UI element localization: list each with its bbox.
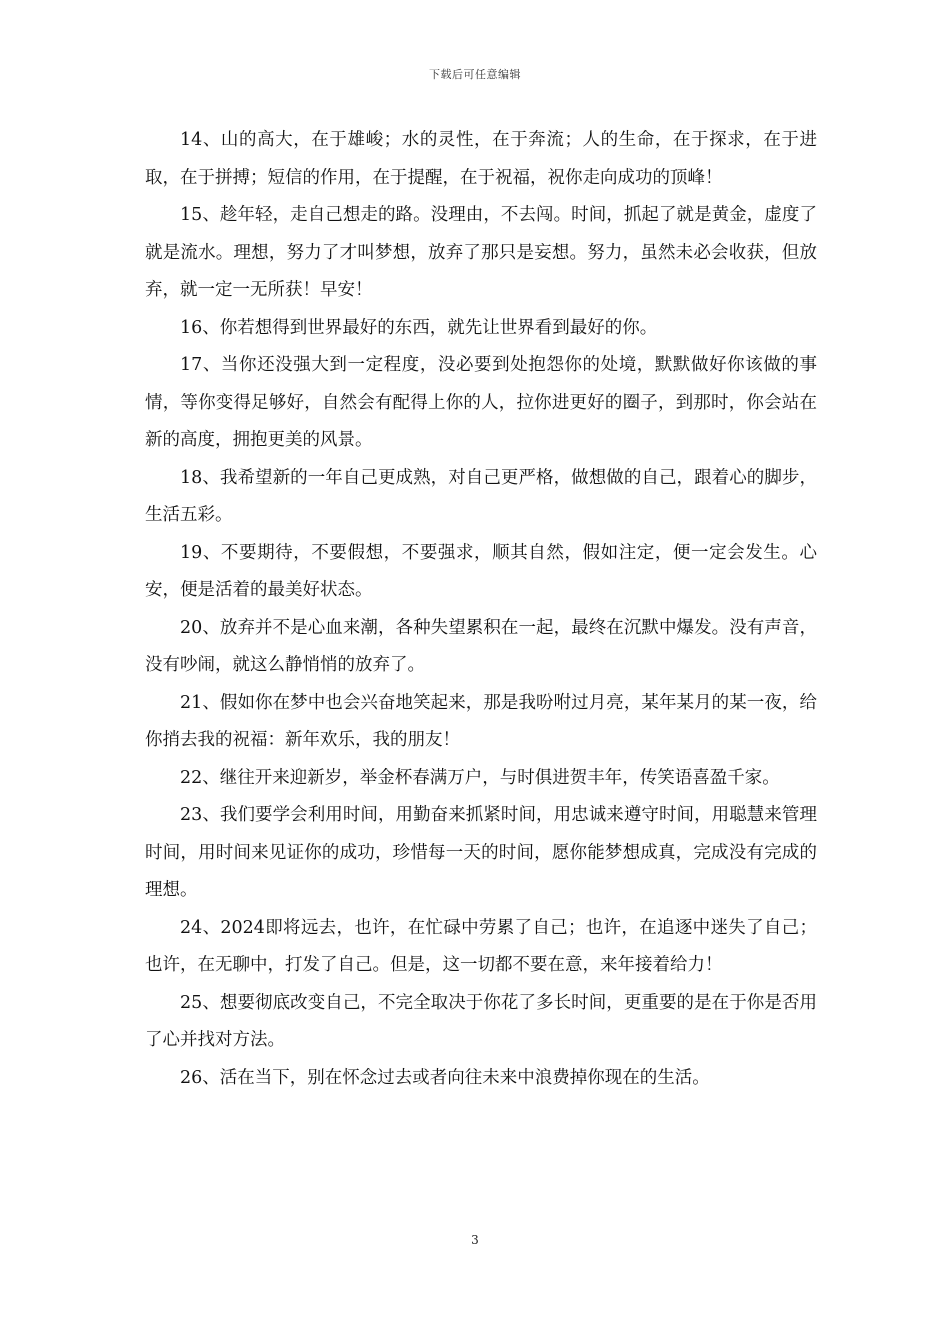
paragraph-26: 26、活在当下，别在怀念过去或者向往未来中浪费掉你现在的生活。 — [180, 1067, 710, 1088]
paragraph-16: 16、你若想得到世界最好的东西，就先让世界看到最好的你。 — [180, 317, 658, 338]
paragraph-22: 22、继往开来迎新岁，举金杯春满万户，与时俱进贺丰年，传笑语喜盈千家。 — [180, 767, 780, 788]
paragraph-21: 21、假如你在梦中也会兴奋地笑起来，那是我吩咐过月亮，某年某月的某一夜，给你捎去我的祝福：新年欢乐，我的朋友！ — [145, 692, 817, 750]
paragraph-25: 25、想要彻底改变自己，不完全取决于你花了多长时间，更重要的是在于你是否用了心并找对方法。 — [145, 992, 817, 1050]
paragraph-24: 24、2024即将远去，也许，在忙碌中劳累了自己；也许，在追逐中迷失了自己；也许，在无聊中，打发了自己。但是，这一切都不要在意，来年接着给力！ — [145, 917, 817, 975]
paragraph-18: 18、我希望新的一年自己更成熟，对自己更严格，做想做的自己，跟着心的脚步，生活五彩。 — [145, 467, 817, 525]
paragraph-17: 17、当你还没强大到一定程度，没必要到处抱怨你的处境，默默做好你该做的事情，等你变得足够好，自然会有配得上你的人，拉你进更好的圈子，到那时，你会站在新的高度，拥抱更美的风景。 — [145, 355, 817, 450]
paragraph-20: 20、放弃并不是心血来潮，各种失望累积在一起，最终在沉默中爆发。没有声音，没有吵闹，就这么静悄悄的放弃了。 — [145, 617, 817, 675]
paragraph-19: 19、不要期待，不要假想，不要强求，顺其自然，假如注定，便一定会发生。心安，便是活着的最美好状态。 — [145, 542, 817, 600]
page-header: 下载后可任意编辑 — [429, 68, 521, 81]
paragraph-14: 14、山的高大，在于雄峻；水的灵性，在于奔流；人的生命，在于探求，在于进取，在于拼搏；短信的作用，在于提醒，在于祝福，祝你走向成功的顶峰！ — [145, 130, 817, 188]
page-number: 3 — [471, 1233, 479, 1247]
document-body — [145, 122, 817, 1097]
paragraph-23: 23、我们要学会利用时间，用勤奋来抓紧时间，用忠诚来遵守时间，用聪慧来管理时间，用时间来见证你的成功，珍惜每一天的时间，愿你能梦想成真，完成没有完成的理想。 — [145, 805, 817, 900]
paragraph-15: 15、趁年轻，走自己想走的路。没理由，不去闯。时间，抓起了就是黄金，虚度了就是流水。理想，努力了才叫梦想，放弃了那只是妄想。努力，虽然未必会收获，但放弃，就一定一无所获！早安！ — [145, 205, 817, 300]
